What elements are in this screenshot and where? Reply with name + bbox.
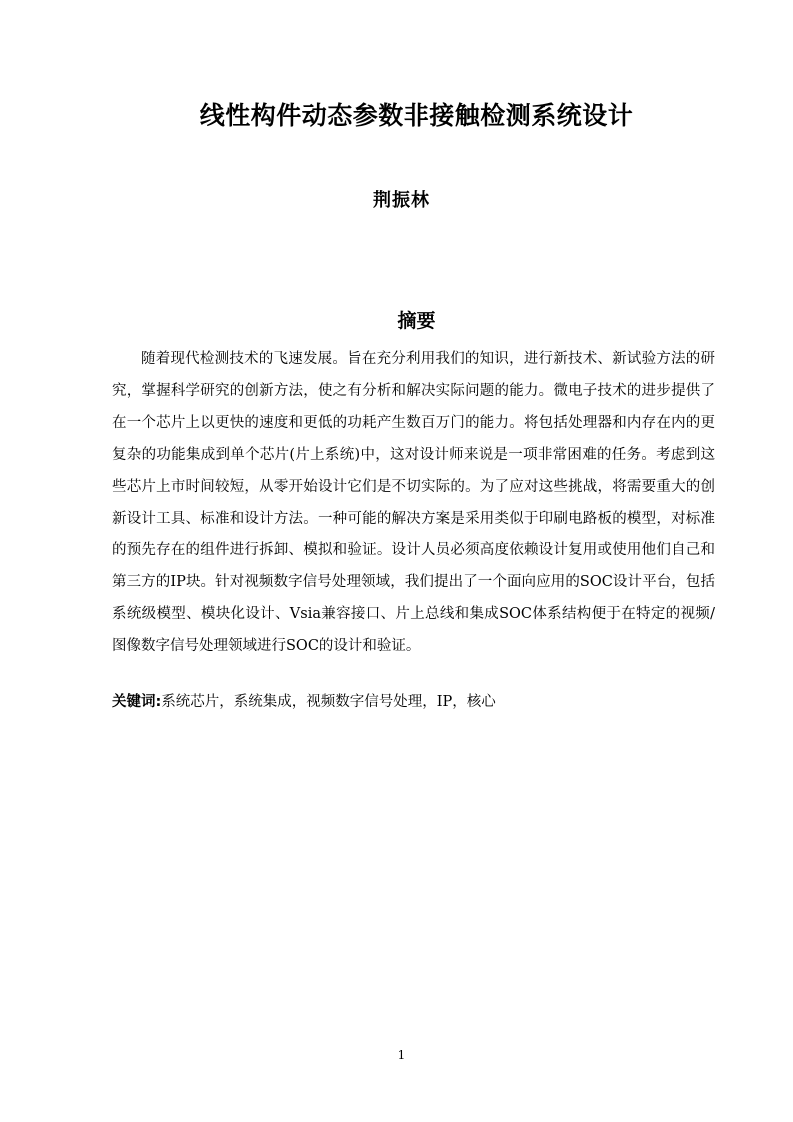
keywords-label: 关键词: [112,694,162,710]
page-number: 1 [397,1048,406,1062]
keywords-line [112,690,715,714]
abstract-body: 随着现代检测技术的飞速发展。旨在充分利用我们的知识，进行新技术、新试验方法的研究，掌握科学研究的创新方法，使之有分析和解决实际问题的能力。微电子技术的进步提供了在一个芯片上以更快的速度和更低的功耗产生数百万门的能力。将包括处理器和内存在内的更复杂的功能集成到单个芯片(片上系统)中，这对设计师来说是一项非常困难的任务。考虑到这些芯片上市时间较短，从零开始设计它们是不切实际的。为了应对这些挑战，将需要重大的创新设计工具、标准和设计方法。一种可能的解决方案是采用类似于印刷电路板的模型，对标准的预先存在的组件进行拆卸、模拟和验证。设计人员必须高度依赖设计复用或使用他们自己和第三方的IP块。针对视频数字信号处理领域，我们提出了一个面向应用的SOC设计平台，包括系统级模型、模块化设计、Vsia兼容接口、片上总线和集成SOC体系结构便于在特定的视频/图像数字信号处理领域进行SOC的设计和验证。 [112,351,715,655]
author-name: 荆振林 [373,190,430,211]
abstract-heading: 摘要 [397,310,436,332]
document-title: 线性构件动态参数非接触检测系统设计 [199,101,634,130]
keywords-text: 系统芯片，系统集成，视频数字信号处理，IP，核心 [161,694,496,710]
